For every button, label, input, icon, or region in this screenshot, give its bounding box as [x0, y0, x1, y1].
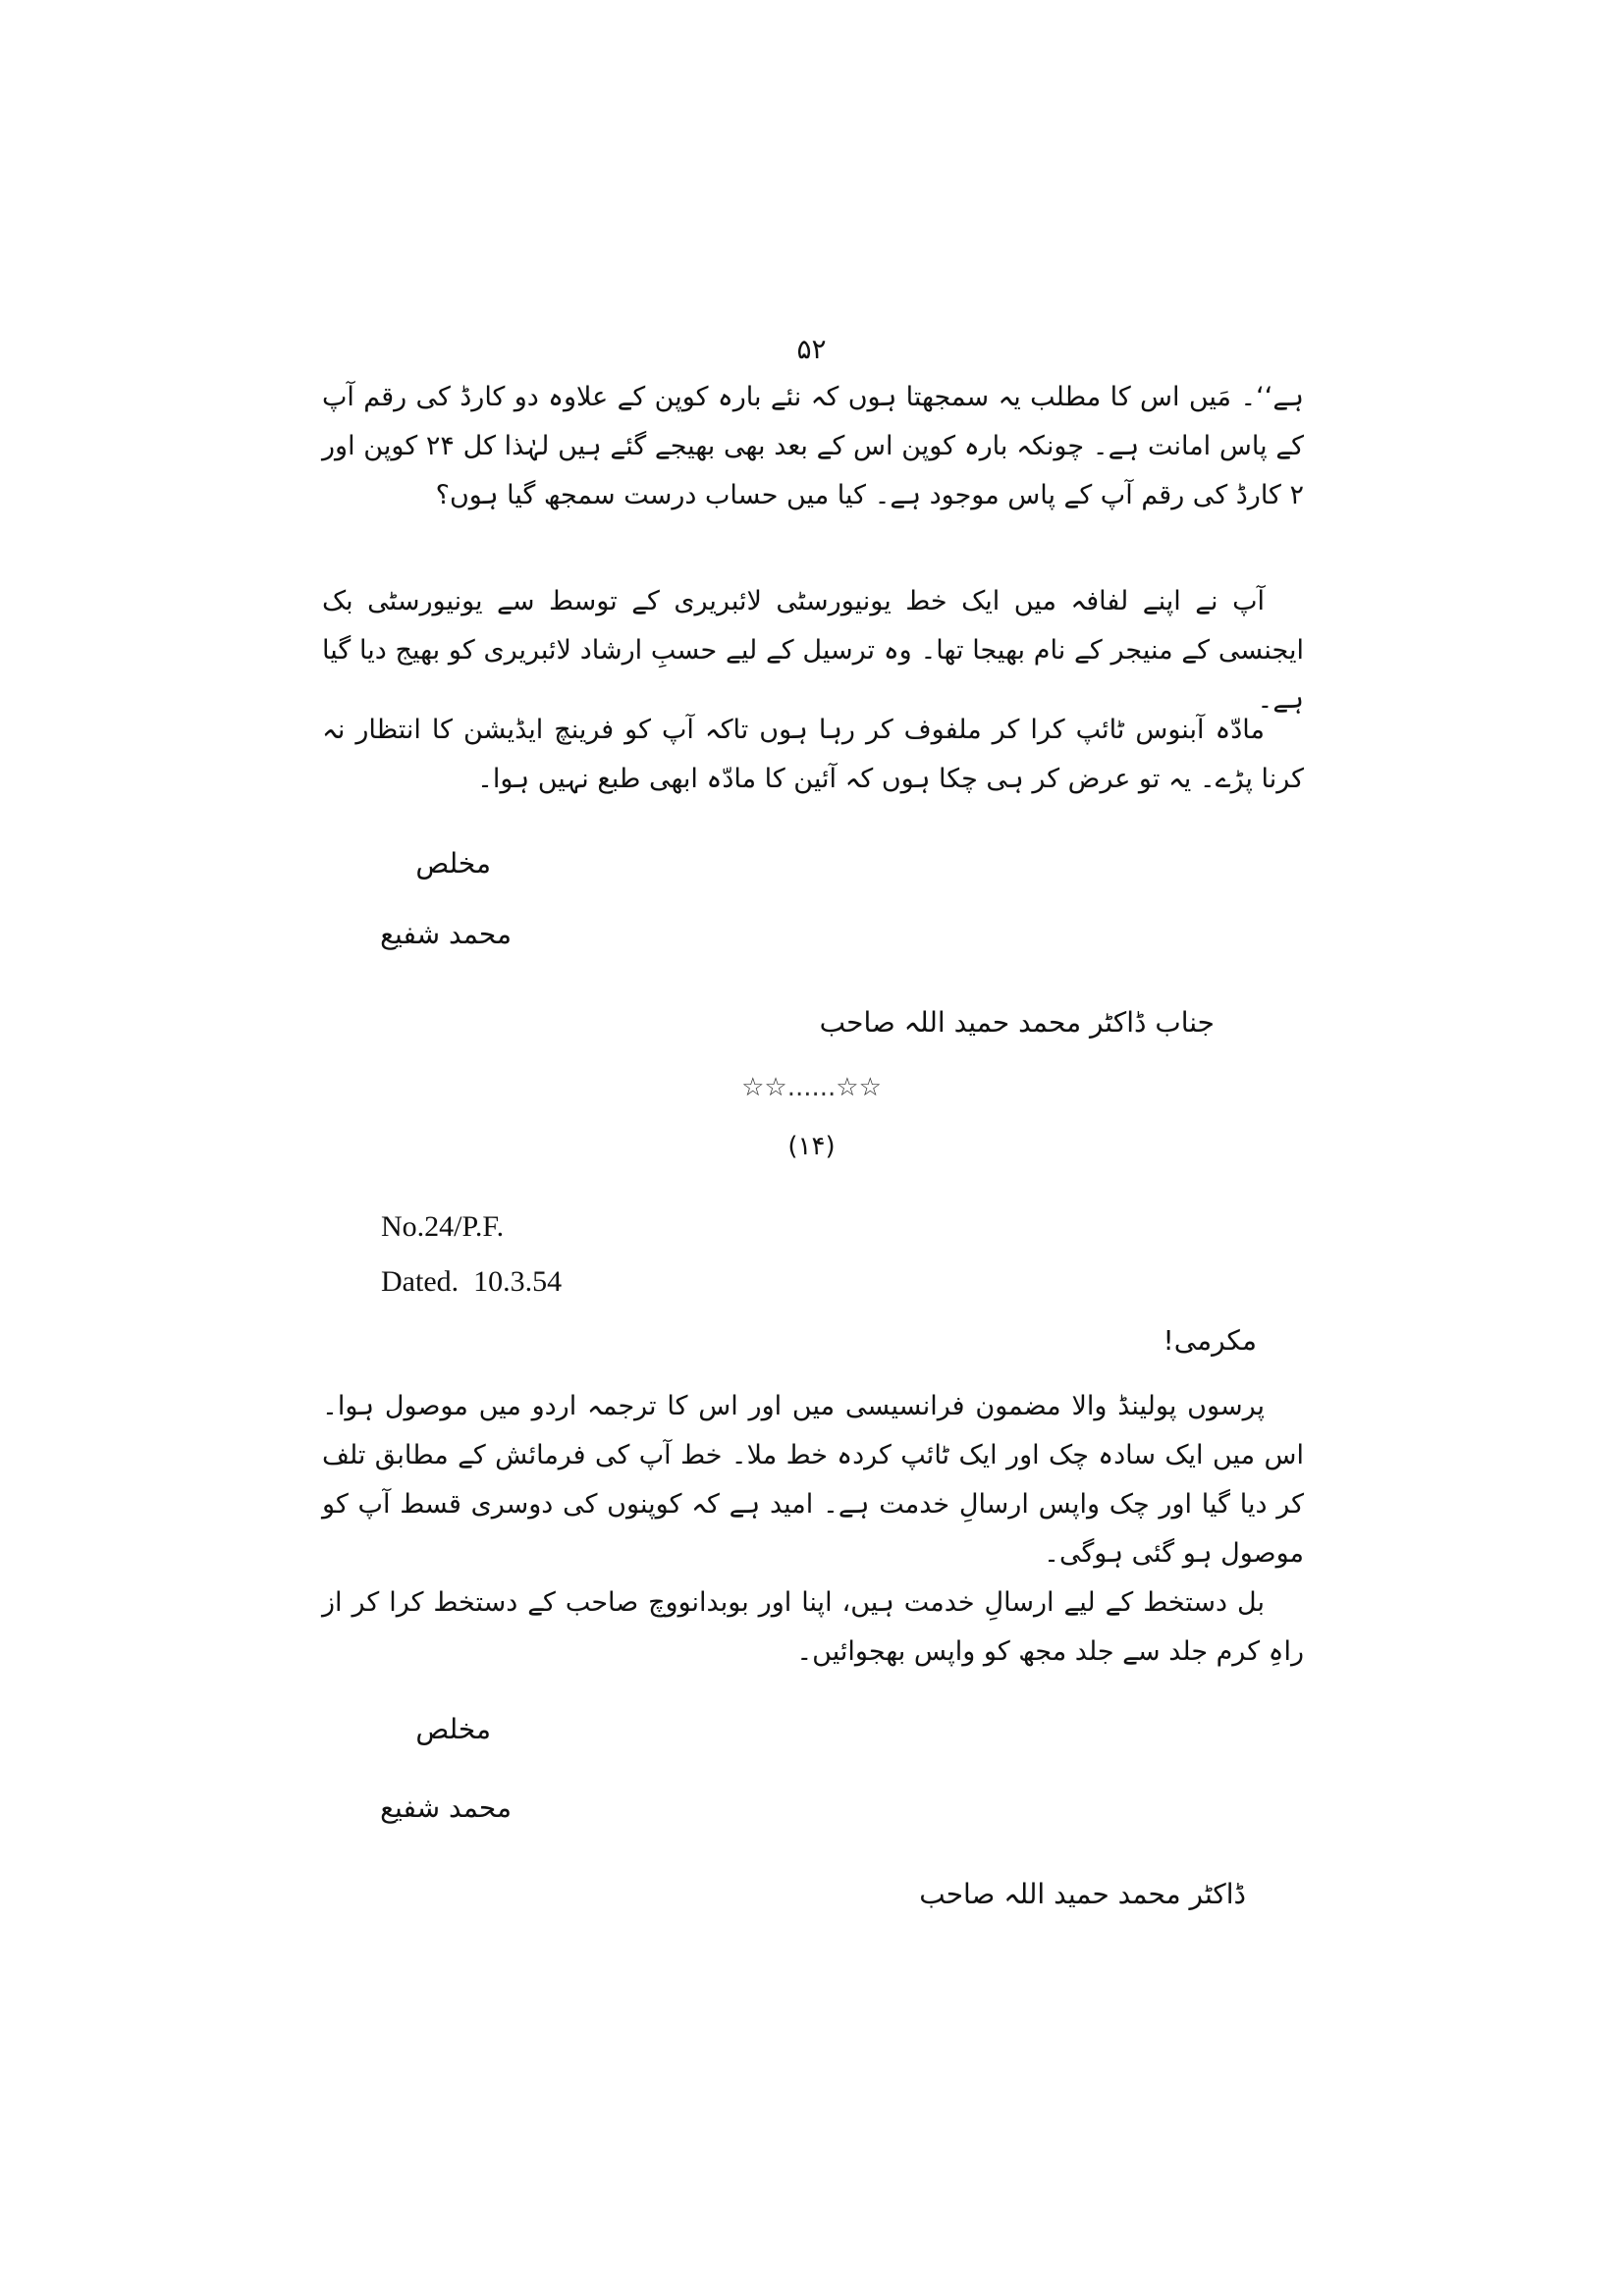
letter-13-addressee: جناب ڈاکٹر محمد حمید اللہ صاحب [819, 1006, 1215, 1039]
section-separator: ☆☆......☆☆ [741, 1073, 882, 1102]
letter-13-paragraph-2: آپ نے اپنے لفافہ میں ایک خط یونیورسٹی لائبریری کے توسط سے یونیورسٹی بک ایجنسی کے منیجر کے نام بھیجا تھا۔ وہ ترسیل کے لیے حسبِ ارشاد لائبریری کو بھیج دیا گیا ہے۔ [322, 586, 1304, 715]
letter-number: (۱۴) [787, 1132, 836, 1161]
letter-13-paragraph-3: مادّہ آبنوس ٹائپ کرا کر ملفوف کر رہا ہوں تاکہ آپ کو فرینچ ایڈیشن کا انتظار نہ کرنا پڑے۔ یہ تو عرض کر ہی چکا ہوں کہ آئین کا مادّہ ابھی طبع نہیں ہوا۔ [322, 715, 1304, 794]
letter-14-closing: مخلص [415, 1713, 491, 1745]
letter-reference: No.24/P.F. [381, 1210, 505, 1243]
letter-13-paragraph-1: ہے‘‘۔ مَیں اس کا مطلب یہ سمجھتا ہوں کہ نئے بارہ کوپن کے علاوہ دو کارڈ کی رقم آپ کے پاس امانت ہے۔ چونکہ بارہ کوپن اس کے بعد بھی بھیجے گئے ہیں لہٰذا کل ۲۴ کوپن اور ۲ کارڈ کی رقم آپ کے پاس موجود ہے۔ کیا میں حساب درست سمجھ گیا ہوں؟ [322, 382, 1304, 510]
letter-13-closing: مخلص [415, 847, 491, 880]
letter-14-addressee: ڈاکٹر محمد حمید اللہ صاحب [919, 1878, 1246, 1910]
letter-14-paragraph-1: پرسوں پولینڈ والا مضمون فرانسیسی میں اور اس کا ترجمہ اردو میں موصول ہوا۔ اس میں ایک سادہ چک اور ایک ٹائپ کردہ خط ملا۔ خط آپ کی فرمائش کے مطابق تلف کر دیا گیا اور چک واپس ارسالِ خدمت ہے۔ امید ہے کہ کوپنوں کی دوسری قسط آپ کو موصول ہو گئی ہوگی۔ [322, 1391, 1304, 1569]
letter-14-signature: محمد شفیع [380, 1791, 512, 1824]
letter-date: Dated. 10.3.54 [381, 1265, 563, 1298]
letter-13-signature: محمد شفیع [380, 918, 512, 950]
letter-salutation: مکرمی! [1163, 1324, 1257, 1357]
page-number: ۵۲ [796, 333, 827, 365]
letter-14-paragraph-2: بل دستخط کے لیے ارسالِ خدمت ہیں، اپنا اور بوبدانووچ صاحب کے دستخط کرا کر از راہِ کرم جلد سے جلد مجھ کو واپس بھجوائیں۔ [322, 1587, 1304, 1667]
